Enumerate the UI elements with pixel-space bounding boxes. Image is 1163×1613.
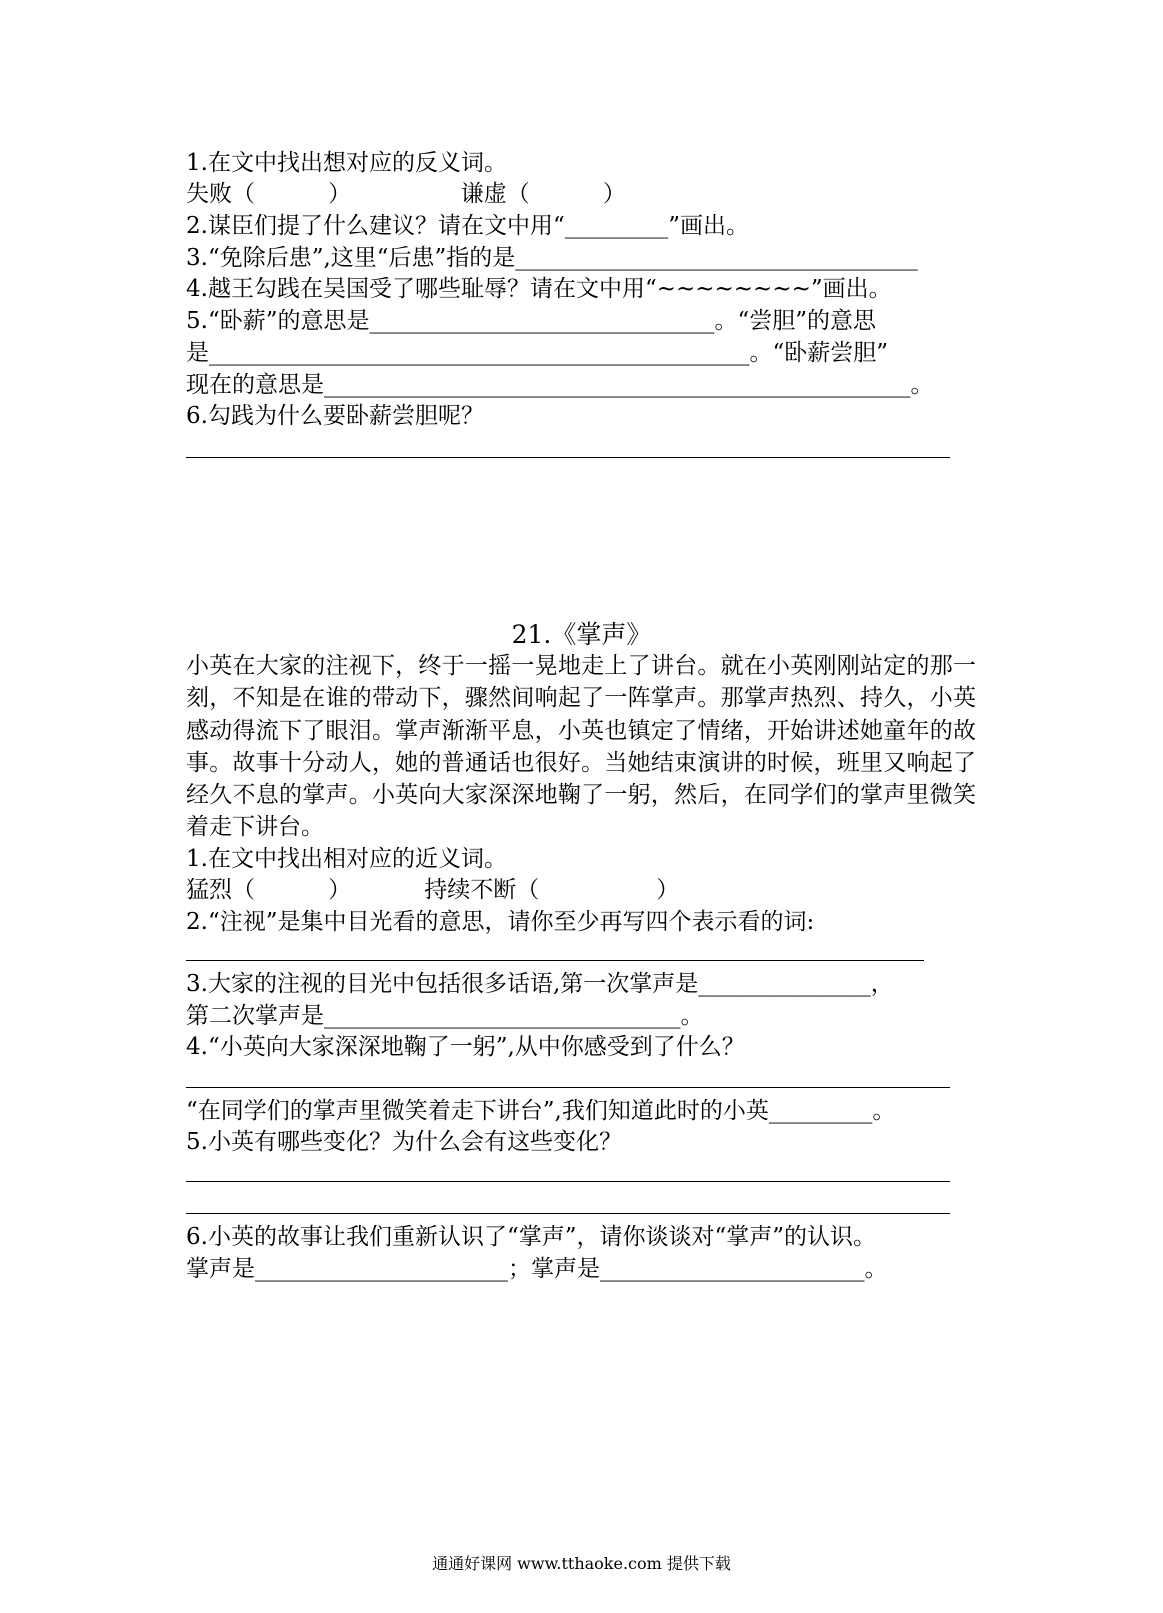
s20-question-6: 6.勾践为什么要卧薪尝胆呢？ (186, 403, 484, 429)
s21-question-1-words: 猛烈（ ） 持续不断（ ） (186, 877, 680, 903)
s21-question-6b: 掌声是______________________；掌声是_______________________。 (186, 1256, 888, 1282)
passage: 小英在大家的注视下，终于一摇一晃地走上了讲台。就在小英刚刚站定的那一刻，不知是在谁的带动下，骤然间响起了一阵掌声。那掌声热烈、持久，小英感动得流下了眼泪。掌声渐渐平息，小英也镇定了情绪，开始讲述她童年的故事。故事十分动人，她的普通话也很好。当她结束演讲的时候，班里又响起了经久不息的掌声。小英向大家深深地鞠了一躬，然后，在同学们的掌声里微笑着走下讲台。 (186, 653, 976, 841)
s20-answer-line-6 (186, 457, 950, 458)
s21-question-6: 6.小英的故事让我们重新认识了“掌声”，请你谈谈对“掌声”的认识。 (186, 1224, 876, 1250)
s21-question-1: 1.在文中找出相对应的近义词。 (186, 846, 507, 872)
s20-question-1: 1.在文中找出想对应的反义词。 (186, 150, 507, 176)
s21-question-5: 5.小英有哪些变化？为什么会有这些变化？ (186, 1129, 622, 1155)
s21-answer-line-2 (186, 960, 924, 961)
s20-question-5a: 5.“卧薪”的意思是______________________________。“尝胆”的意思 (186, 308, 876, 334)
s21-answer-line-5a (186, 1181, 950, 1182)
s21-question-4: 4.“小英向大家深深地鞠了一躬”,从中你感受到了什么？ (186, 1034, 745, 1060)
s21-question-3b: 第二次掌声是_______________________________。 (186, 1003, 704, 1029)
s21-answer-line-4 (186, 1087, 950, 1088)
s20-question-5c: 现在的意思是___________________________________________________。 (186, 372, 934, 398)
s20-question-2: 2.谋臣们提了什么建议？请在文中用“_________”画出。 (186, 213, 749, 239)
section-title: 21.《掌声》 (511, 620, 652, 649)
s21-question-4b: “在同学们的掌声里微笑着走下讲台”,我们知道此时的小英_________。 (186, 1098, 896, 1124)
s20-question-4: 4.越王勾践在吴国受了哪些耻辱？请在文中用“~~~~~~~~”画出。 (186, 276, 892, 302)
footer-credit: 通通好课网 www.tthaoke.com 提供下载 (432, 1554, 731, 1573)
s21-answer-line-5b (186, 1213, 950, 1214)
s20-question-1-words: 失败（ ） 谦虚（ ） (186, 181, 626, 207)
s20-question-3: 3.“免除后患”,这里“后患”指的是___________________________________ (186, 245, 918, 271)
s20-question-5b: 是_______________________________________________。“卧薪尝胆” (186, 340, 889, 366)
s21-question-3a: 3.大家的注视的目光中包括很多话语,第一次掌声是_______________， (186, 971, 894, 997)
s21-question-2: 2.“注视”是集中目光看的意思，请你至少再写四个表示看的词: (186, 909, 815, 935)
